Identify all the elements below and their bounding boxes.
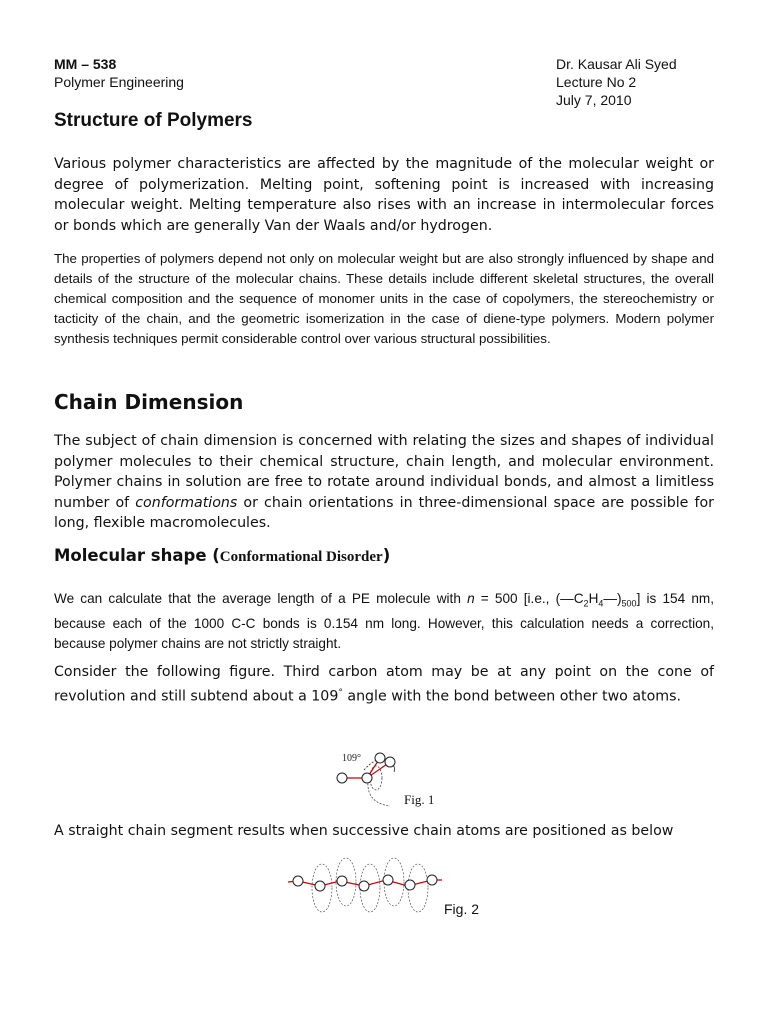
fig2-atom [383, 875, 393, 885]
course-code: MM – 538 [54, 56, 117, 72]
author-name: Dr. Kausar Ali Syed [556, 56, 677, 72]
course-header [54, 55, 184, 91]
pe-text-d: —) [603, 591, 622, 606]
lecture-header [556, 55, 677, 109]
fig1-angle-label: 109° [342, 753, 361, 764]
cone-text-b: angle with the bond between other two atoms. [342, 688, 682, 705]
pe-n-variable: n [467, 591, 475, 606]
paragraph-straight-chain: A straight chain segment results when successive chain atoms are positioned as below [54, 823, 674, 839]
chain-text-b: or chain orientations in three-dimensional space are possible for long, flexible macromolecules. [54, 494, 714, 531]
page-title: Structure of Polymers [54, 110, 253, 131]
fig2-atom [359, 881, 369, 891]
degree-sup: ° [338, 687, 343, 698]
fig2-atom [405, 880, 415, 890]
figure-2-straight-chain [284, 850, 454, 920]
cone-text-a: Consider the following figure. Third carbon atom may be at any point on the cone of revolution and still subtend about a 109 [54, 664, 714, 705]
paragraph-cone [54, 662, 714, 707]
paragraph-molecular-weight: Various polymer characteristics are affected by the magnitude of the molecular weight or degree of polymerization. Melting point, softening point is increased with increasing molecular weight. Melting temperature also rises with an increase in intermolecular forces or bonds which are generally Van der Waals and/or hydrogen. [54, 156, 714, 234]
figure-2-caption: Fig. 2 [444, 901, 480, 917]
fig1-atom-3 [375, 753, 385, 763]
pe-text-e: ] is 154 nm, because each of the 1000 C-C bonds is 0.154 nm long. However, this calculation needs a correction, because polymer chains are not strictly straight. [54, 591, 714, 651]
molecular-shape-heading [54, 546, 390, 566]
pe-sub-2: 4 [598, 598, 604, 609]
course-name: Polymer Engineering [54, 74, 184, 90]
pe-text-c: H [588, 591, 599, 606]
fig1-atom-4 [385, 757, 395, 767]
paragraph-chain-dimension [54, 431, 714, 534]
fig2-atom [337, 876, 347, 886]
mol-heading-c: ) [382, 546, 391, 565]
figure-1-caption: Fig. 1 [404, 792, 435, 807]
lecture-number: Lecture No 2 [556, 74, 637, 90]
chain-text-a: The subject of chain dimension is concerned with relating the sizes and shapes of individual polymer molecules to their chemical structure, chain length, and molecular environment. Polymer chains in solution are free to rotate around individual bonds, and almost a limitless number of [54, 433, 714, 511]
fig1-atom-2 [362, 773, 372, 783]
pe-sub-3: 500 [621, 598, 637, 609]
fig2-atom [315, 881, 325, 891]
paragraph-properties: The properties of polymers depend not only on molecular weight but are also strongly influenced by shape and details of the structure of the molecular chains. These details include different skeletal structures, the overall chemical composition and the sequence of monomer units in the case of copolymers, the stereochemistry or tacticity of the chain, and the geometric isomerization in the case of diene-type polymers. Modern polymer synthesis techniques permit considerable control over various structural possibilities. [54, 251, 714, 346]
paragraph-pe-length [54, 589, 714, 654]
chain-dimension-heading: Chain Dimension [54, 390, 244, 414]
pe-sub-1: 2 [583, 598, 589, 609]
lecture-date: July 7, 2010 [556, 92, 632, 108]
mol-heading-b: Conformational Disorder [219, 549, 383, 565]
pe-text-b: = 500 [i.e., (—C [474, 591, 584, 606]
conformations-term: conformations [135, 494, 238, 511]
mol-heading-a: Molecular shape ( [54, 546, 220, 565]
fig2-atom [427, 875, 437, 885]
fig2-atom [293, 876, 303, 886]
pe-text-a: We can calculate that the average length of a PE molecule with [54, 591, 468, 606]
fig1-atom-1 [337, 773, 347, 783]
